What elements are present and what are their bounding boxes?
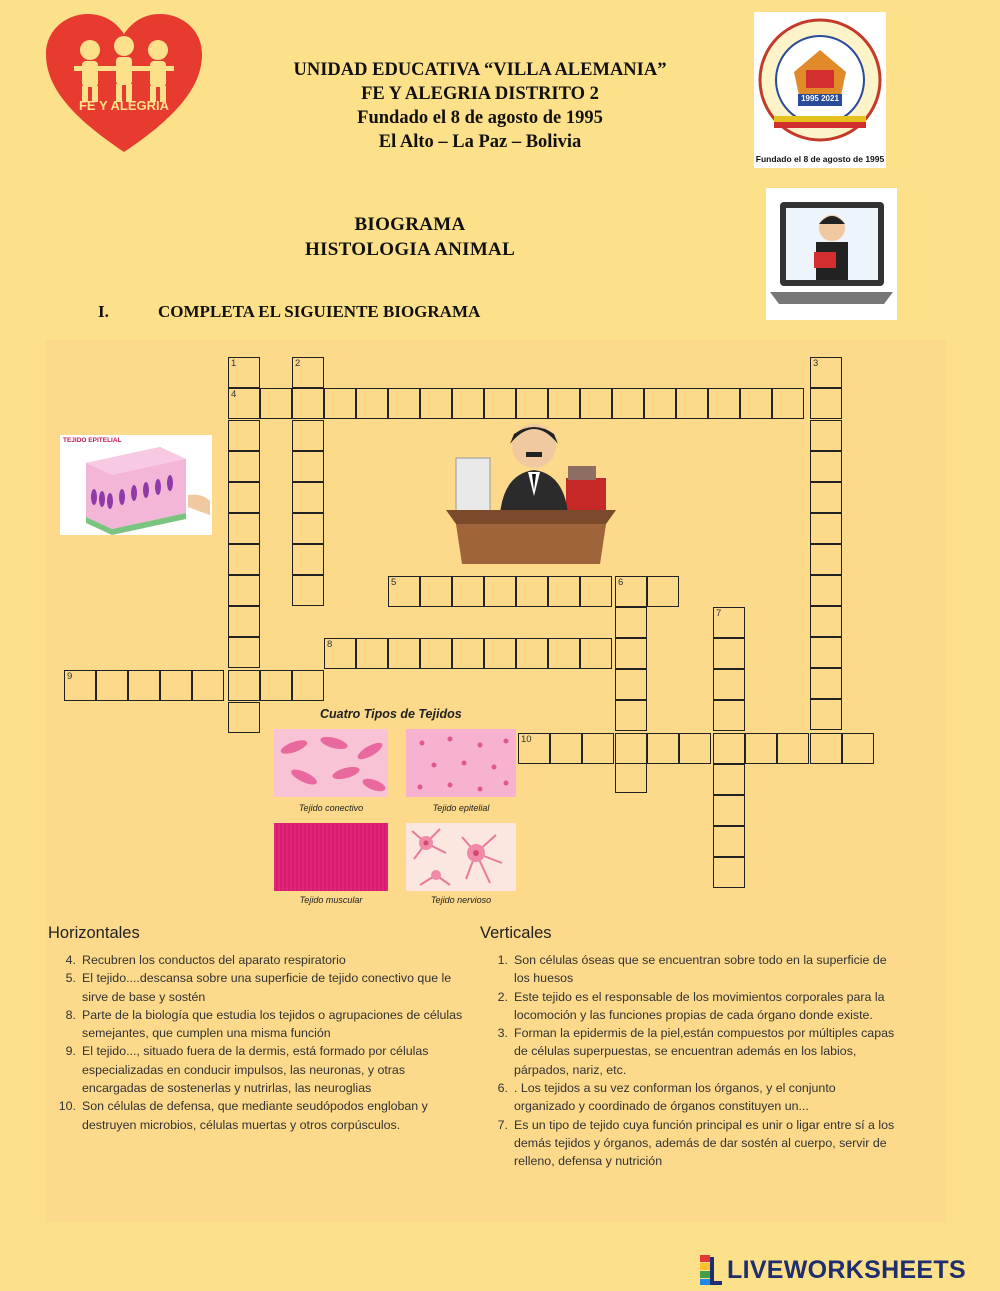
clue-number: 2 <box>295 358 301 369</box>
crossword-cell[interactable] <box>810 513 842 544</box>
clue-number: 7 <box>716 608 722 619</box>
crossword-cell[interactable] <box>356 388 388 419</box>
crossword-cell[interactable] <box>292 451 324 482</box>
clue-text: Forman la epidermis de la piel,están compuestos por múltiples capas de células superpuestas, se encuentran además en los labios, párpados, nariz, etc. <box>514 1026 895 1077</box>
crossword-cell[interactable] <box>484 576 516 607</box>
tissue-nervioso-image <box>406 823 516 891</box>
clue-number: 10 <box>521 734 532 745</box>
horizontal-clues-title: Horizontales <box>48 924 140 942</box>
crossword-cell[interactable] <box>292 482 324 513</box>
crossword-cell[interactable] <box>676 388 708 419</box>
school-name: UNIDAD EDUCATIVA “VILLA ALEMANIA” <box>293 60 667 80</box>
crossword-cell[interactable] <box>548 388 580 419</box>
crossword-cell[interactable] <box>745 733 777 764</box>
crossword-cell[interactable] <box>713 700 745 731</box>
liveworksheets-logo-icon <box>700 1255 724 1285</box>
clue-number: 7. <box>497 1117 508 1132</box>
school-header <box>220 58 740 154</box>
seal-emblem-icon <box>754 12 886 152</box>
crossword-cell[interactable] <box>420 576 452 607</box>
teacher-laptop-image <box>766 188 897 320</box>
crossword-cell[interactable] <box>713 764 745 795</box>
crossword-cell[interactable] <box>518 733 550 764</box>
crossword-cell[interactable] <box>228 420 260 451</box>
clue-item <box>480 1024 900 1079</box>
crossword-cell[interactable] <box>647 733 679 764</box>
crossword-cell[interactable] <box>292 357 324 388</box>
crossword-cell[interactable] <box>160 670 192 701</box>
crossword-cell[interactable] <box>713 607 745 638</box>
crossword-cell[interactable] <box>64 670 96 701</box>
clue-number: 3. <box>497 1026 508 1041</box>
crossword-cell[interactable] <box>228 513 260 544</box>
crossword-cell[interactable] <box>292 544 324 575</box>
clue-number: 8 <box>327 639 333 650</box>
crossword-cell[interactable] <box>713 733 745 764</box>
clue-text: Son células de defensa, que mediante seudópodos engloban y destruyen microbios, células muertas y otros corpúsculos. <box>82 1099 428 1132</box>
crossword-cell[interactable] <box>228 388 260 419</box>
epithelial-tissue-image <box>60 435 212 535</box>
crossword-cell[interactable] <box>810 482 842 513</box>
clue-number: 8. <box>65 1007 76 1022</box>
seal-years: 1995 2021 <box>801 94 839 103</box>
crossword-cell[interactable] <box>615 762 647 793</box>
clue-number: 3 <box>813 358 819 369</box>
crossword-cell[interactable] <box>260 388 292 419</box>
crossword-cell[interactable] <box>96 670 128 701</box>
clue-number: 10. <box>58 1099 76 1114</box>
crossword-cell[interactable] <box>292 420 324 451</box>
worksheet-title <box>230 212 590 262</box>
clue-item <box>48 1042 468 1097</box>
school-location: El Alto – La Paz – Bolivia <box>378 132 582 152</box>
crossword-cell[interactable] <box>516 638 548 669</box>
crossword-cell[interactable] <box>810 357 842 388</box>
clue-number: 4 <box>231 389 237 400</box>
crossword-cell[interactable] <box>388 388 420 419</box>
crossword-cell[interactable] <box>740 388 772 419</box>
tissue-conectivo-label: Tejido conectivo <box>298 803 364 813</box>
section-text: COMPLETA EL SIGUIENTE BIOGRAMA <box>158 302 481 321</box>
tissue-conectivo-image <box>274 729 388 797</box>
crossword-cell[interactable] <box>810 451 842 482</box>
clue-number: 1 <box>231 358 237 369</box>
epithelium-diagram-icon <box>60 435 212 535</box>
crossword-cell[interactable] <box>810 575 842 606</box>
crossword-cell[interactable] <box>292 388 324 419</box>
crossword-cell[interactable] <box>228 606 260 637</box>
crossword-cell[interactable] <box>516 576 548 607</box>
seal-caption: Fundado el 8 de agosto de 1995 <box>755 154 885 164</box>
clue-text: Es un tipo de tejido cuya función principal es unir o ligar entre sí a los demás tejidos y órganos, además de dar sostén al cuerpo, servir de relleno, defensa y nutrición <box>514 1117 895 1169</box>
crossword-cell[interactable] <box>228 702 260 733</box>
crossword-cell[interactable] <box>647 576 679 607</box>
crossword-cell[interactable] <box>615 607 647 638</box>
crossword-cell[interactable] <box>713 669 745 700</box>
crossword-cell[interactable] <box>615 733 647 764</box>
school-seal <box>754 12 886 168</box>
heart-logo-icon <box>44 12 204 158</box>
teacher-desk-image <box>446 418 616 568</box>
clue-item <box>48 1006 468 1043</box>
crossword-cell[interactable] <box>292 670 324 701</box>
crossword-cell[interactable] <box>713 638 745 669</box>
crossword-cell[interactable] <box>810 544 842 575</box>
crossword-cell[interactable] <box>228 575 260 606</box>
clue-text: El tejido....descansa sobre una superficie de tejido conectivo que le sirve de base y sostén <box>82 971 452 1004</box>
crossword-cell[interactable] <box>452 576 484 607</box>
crossword-cell[interactable] <box>356 638 388 669</box>
clue-text: El tejido..., situado fuera de la dermis, está formado por células especializadas en conducir impulsos, las neuronas, y otras encargadas de sostenerlas y nutrirlas, las neuroglias <box>82 1044 429 1096</box>
crossword-cell[interactable] <box>713 795 745 826</box>
tissue-nervioso-label: Tejido nervioso <box>430 895 492 905</box>
fe-y-alegria-logo <box>44 12 204 158</box>
clue-item <box>480 1116 900 1171</box>
crossword-cell[interactable] <box>484 388 516 419</box>
crossword-cell[interactable] <box>713 826 745 857</box>
tissue-epitelial-label: Tejido epitelial <box>432 803 490 813</box>
crossword-cell[interactable] <box>644 388 676 419</box>
crossword-cell[interactable] <box>810 606 842 637</box>
clue-item <box>480 951 900 988</box>
crossword-cell[interactable] <box>388 576 420 607</box>
title-line1: BIOGRAMA <box>354 214 466 235</box>
crossword-cell[interactable] <box>580 638 612 669</box>
crossword-cell[interactable] <box>388 638 420 669</box>
crossword-cell[interactable] <box>713 857 745 888</box>
horizontal-clues <box>48 924 468 1134</box>
crossword-cell[interactable] <box>810 733 842 764</box>
crossword-cell[interactable] <box>708 388 740 419</box>
clue-text: Parte de la biología que estudia los tejidos o agrupaciones de células semejantes, que cumplen una misma función <box>82 1007 463 1041</box>
clue-item <box>480 988 900 1025</box>
tissue-muscular-image <box>274 823 388 891</box>
crossword-cell[interactable] <box>228 637 260 668</box>
clue-number: 5 <box>391 577 397 588</box>
crossword-cell[interactable] <box>420 638 452 669</box>
crossword-cell[interactable] <box>228 544 260 575</box>
crossword-cell[interactable] <box>292 575 324 606</box>
clue-text: Son células óseas que se encuentran sobre todo en la superficie de los huesos <box>514 953 887 986</box>
tissue-muscular-label: Tejido muscular <box>299 895 363 905</box>
clue-text: . Los tejidos a su vez conforman los órganos, y el conjunto organizado y coordinado de órganos constituyen un... <box>514 1081 836 1114</box>
clue-number: 6 <box>618 577 624 588</box>
crossword-cell[interactable] <box>516 388 548 419</box>
crossword-cell[interactable] <box>452 388 484 419</box>
clue-number: 4. <box>65 953 76 967</box>
liveworksheets-footer[interactable] <box>700 1252 1000 1288</box>
crossword-cell[interactable] <box>810 699 842 730</box>
crossword-cell[interactable] <box>192 670 224 701</box>
crossword-cell[interactable] <box>615 576 647 607</box>
crossword-cell[interactable] <box>420 388 452 419</box>
crossword-cell[interactable] <box>615 700 647 731</box>
crossword-cell[interactable] <box>580 576 612 607</box>
crossword-cell[interactable] <box>777 733 809 764</box>
clue-text: Este tejido es el responsable de los movimientos corporales para la locomoción y las funciones propias de cada órgano donde existe. <box>514 989 885 1022</box>
crossword-cell[interactable] <box>324 388 356 419</box>
nervous-tissue-icon <box>406 823 516 891</box>
title-line2: HISTOLOGIA ANIMAL <box>304 239 516 260</box>
tissue-types-heading: Cuatro Tipos de Tejidos <box>320 707 462 721</box>
crossword-cell[interactable] <box>810 668 842 699</box>
crossword-cell[interactable] <box>548 638 580 669</box>
crossword-cell[interactable] <box>615 669 647 700</box>
epithelial-tissue-icon <box>406 729 516 797</box>
connective-tissue-icon <box>274 729 388 797</box>
crossword-cell[interactable] <box>260 670 292 701</box>
tissue-epitelial-image <box>406 729 516 797</box>
clue-number: 9 <box>67 671 73 682</box>
clue-text: Recubren los conductos del aparato respiratorio <box>82 953 346 967</box>
crossword-cell[interactable] <box>548 576 580 607</box>
school-district: FE Y ALEGRIA DISTRITO 2 <box>361 84 599 104</box>
epithelial-image-label: TEJIDO EPITELIAL <box>63 437 122 444</box>
crossword-cell[interactable] <box>582 733 614 764</box>
clue-item <box>48 951 468 969</box>
vertical-clues <box>480 924 900 1171</box>
crossword-cell[interactable] <box>772 388 804 419</box>
clue-number: 9. <box>65 1044 76 1059</box>
clue-item <box>480 1079 900 1116</box>
crossword-cell[interactable] <box>324 638 356 669</box>
school-founded: Fundado el 8 de agosto de 1995 <box>357 108 603 128</box>
crossword-cell[interactable] <box>612 388 644 419</box>
crossword-cell[interactable] <box>228 670 260 701</box>
crossword-cell[interactable] <box>452 638 484 669</box>
section-number: I. <box>98 302 109 321</box>
crossword-cell[interactable] <box>842 733 874 764</box>
crossword-cell[interactable] <box>228 357 260 388</box>
crossword-cell[interactable] <box>810 637 842 668</box>
crossword-cell[interactable] <box>580 388 612 419</box>
crossword-cell[interactable] <box>810 420 842 451</box>
clue-item <box>48 969 468 1006</box>
crossword-cell[interactable] <box>128 670 160 701</box>
crossword-cell[interactable] <box>679 733 711 764</box>
logo-text: FE Y ALEGRIA <box>78 98 170 113</box>
crossword-cell[interactable] <box>550 733 582 764</box>
crossword-cell[interactable] <box>228 482 260 513</box>
crossword-cell[interactable] <box>810 388 842 419</box>
clue-number: 6. <box>497 1081 508 1096</box>
clue-item <box>48 1097 468 1134</box>
section-heading <box>98 302 480 322</box>
crossword-cell[interactable] <box>292 513 324 544</box>
brand-name: LIVEWORKSHEETS <box>727 1255 966 1284</box>
vertical-clues-title: Verticales <box>480 924 552 942</box>
teacher-at-desk-icon <box>446 418 616 568</box>
laptop-icon <box>766 188 897 320</box>
crossword-cell[interactable] <box>615 638 647 669</box>
clue-number: 1. <box>497 953 508 967</box>
clue-number: 5. <box>65 971 76 986</box>
crossword-cell[interactable] <box>484 638 516 669</box>
crossword-cell[interactable] <box>228 451 260 482</box>
clue-number: 2. <box>497 989 508 1004</box>
